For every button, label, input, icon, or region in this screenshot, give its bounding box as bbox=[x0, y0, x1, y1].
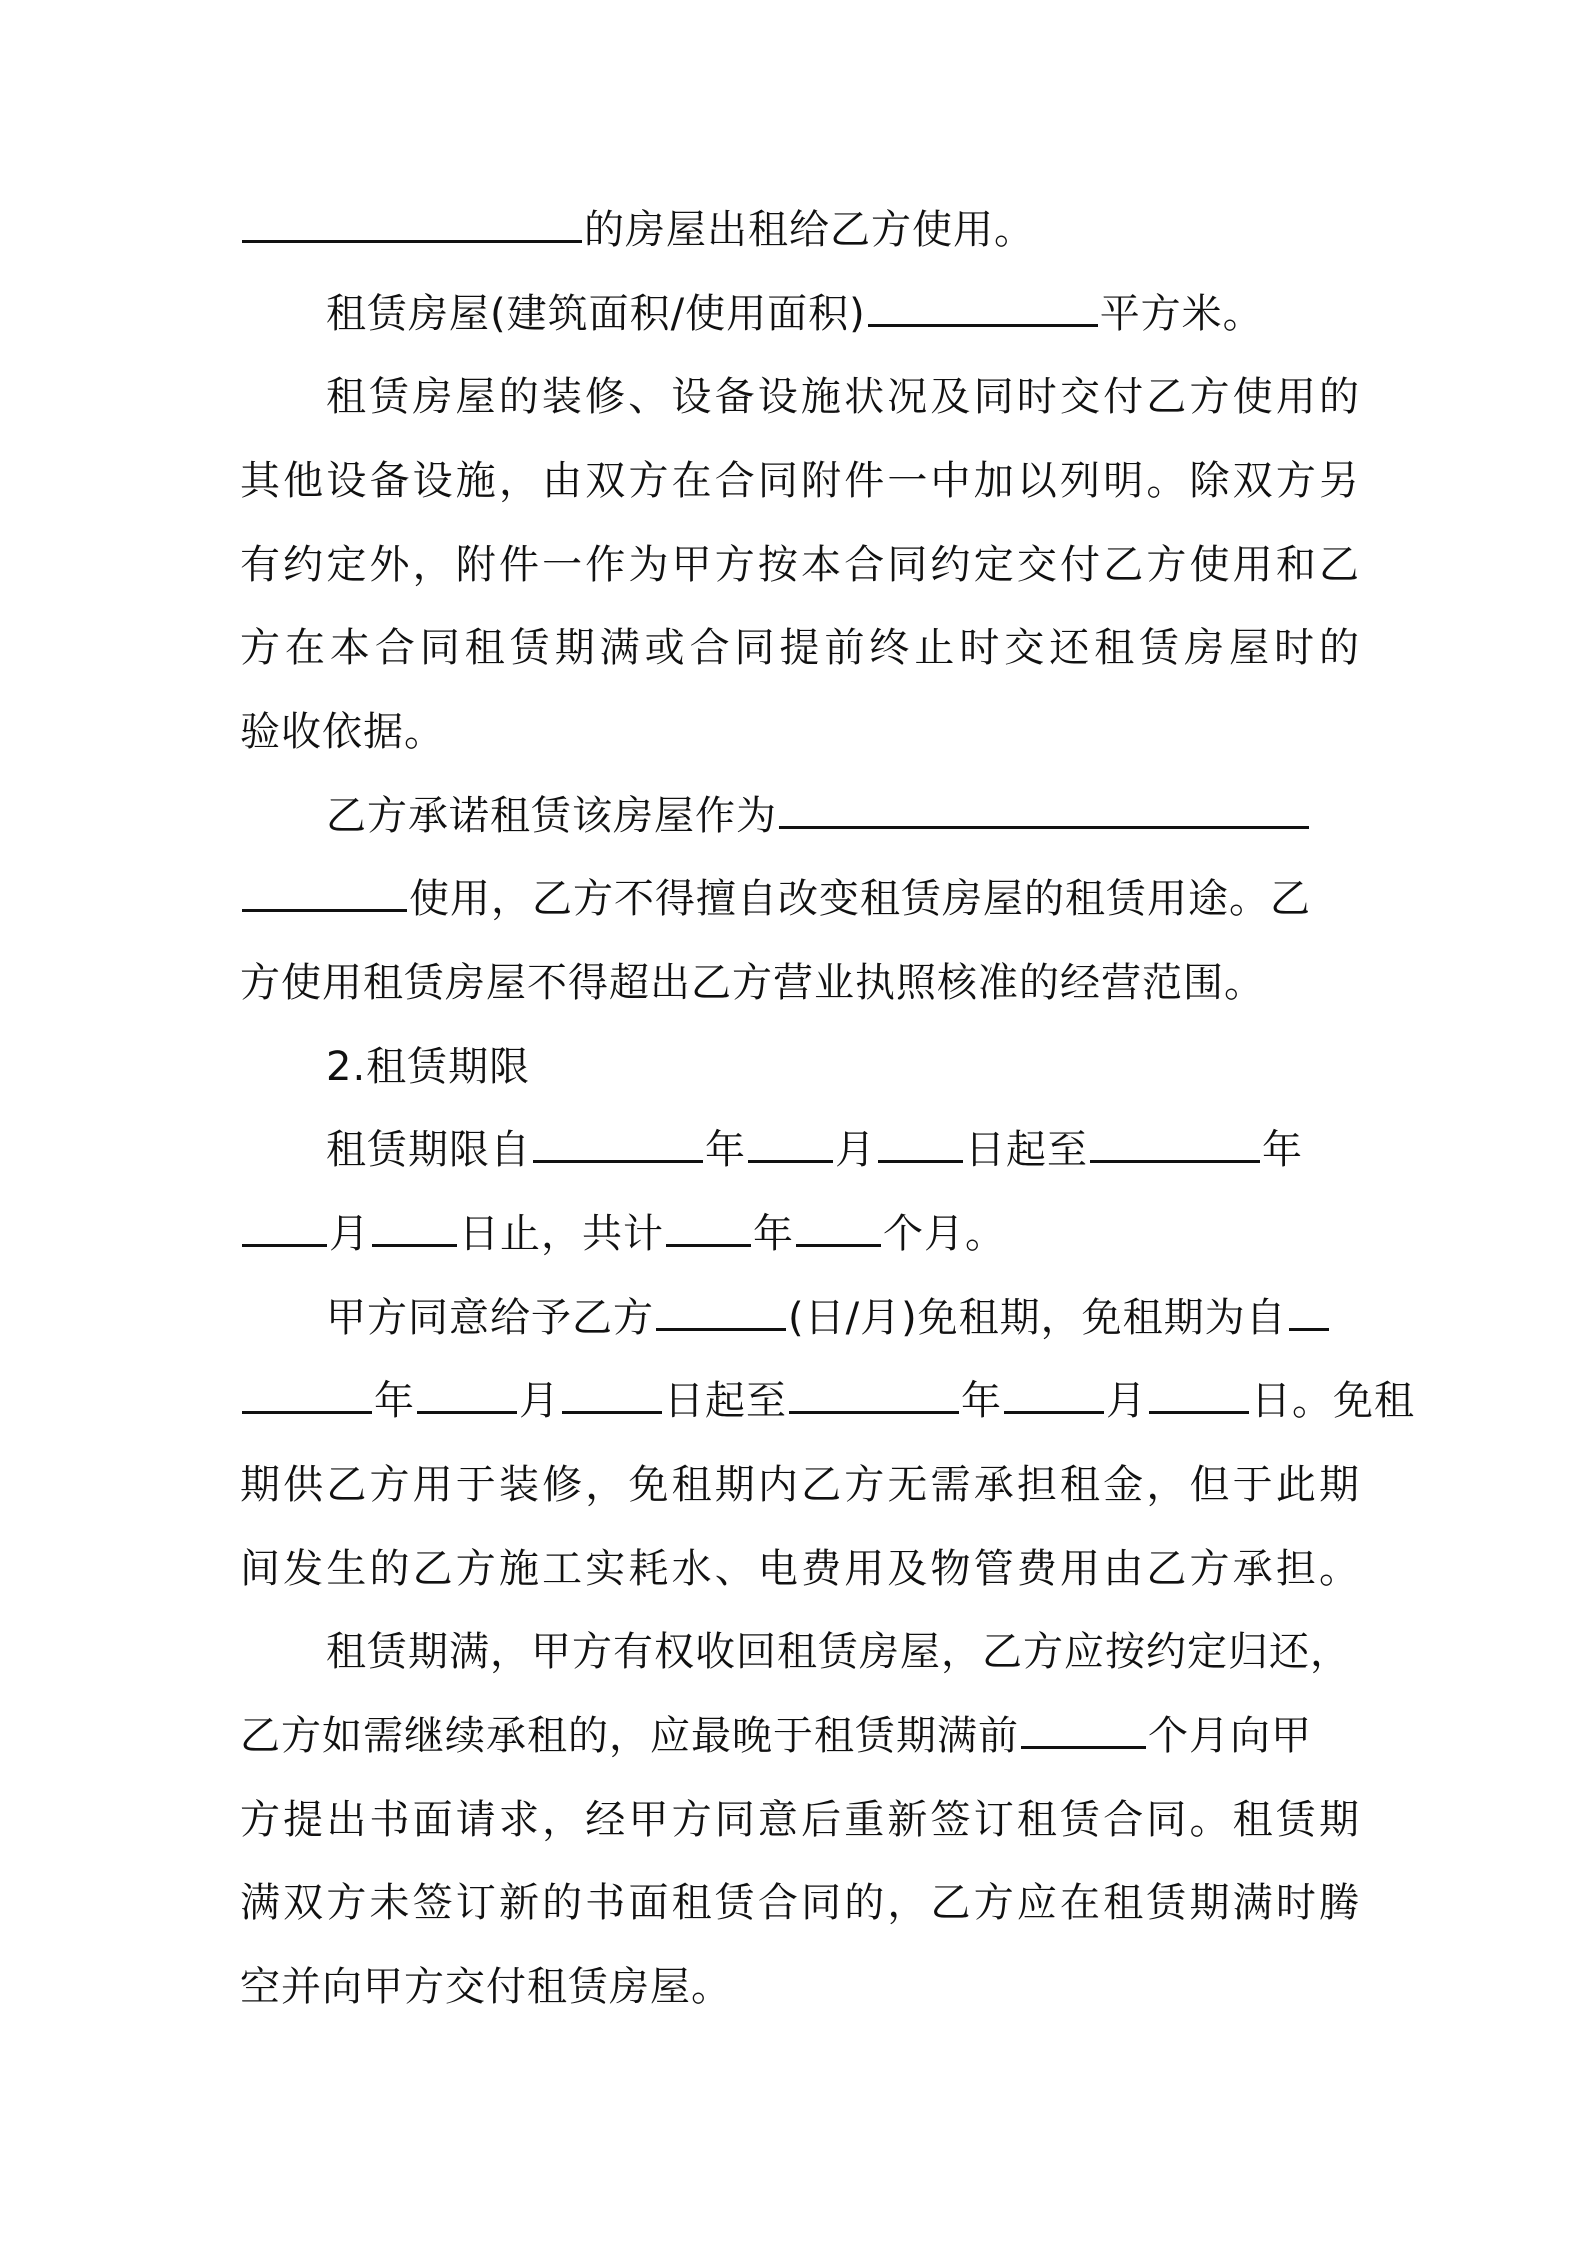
text-line bbox=[240, 1443, 1360, 1527]
fill-in-blank[interactable] bbox=[417, 1411, 517, 1414]
text-segment: 年 bbox=[374, 1378, 415, 1424]
text-segment: 的房屋出租给乙方使用。 bbox=[584, 207, 1035, 253]
text-line bbox=[326, 1276, 1360, 1360]
text-segment: (日/月)免租期，免租期为自 bbox=[788, 1295, 1287, 1341]
text-segment: 日起至 bbox=[664, 1378, 787, 1424]
text-line bbox=[240, 188, 1360, 272]
text-segment: 乙方如需继续承租的，应最晚于租赁期满前 bbox=[240, 1713, 1019, 1759]
text-line bbox=[326, 272, 1360, 356]
text-line bbox=[240, 1778, 1360, 1862]
fill-in-blank[interactable] bbox=[1149, 1411, 1249, 1414]
fill-in-blank[interactable] bbox=[666, 1244, 751, 1247]
text-line bbox=[240, 1527, 1360, 1611]
text-line bbox=[326, 774, 1360, 858]
fill-in-blank[interactable] bbox=[868, 324, 1098, 327]
fill-in-blank[interactable] bbox=[656, 1328, 786, 1331]
text-line bbox=[240, 1359, 1415, 1443]
text-segment: 甲方同意给予乙方 bbox=[326, 1295, 654, 1341]
text-line bbox=[240, 606, 1360, 690]
text-line bbox=[240, 439, 1360, 523]
text-segment: 乙方承诺租赁该房屋作为 bbox=[326, 793, 777, 839]
fill-in-blank[interactable] bbox=[533, 1160, 703, 1163]
text-segment: 2.租赁期限 bbox=[326, 1044, 531, 1090]
text-segment: 月 bbox=[519, 1378, 560, 1424]
text-line bbox=[240, 1861, 1360, 1945]
text-segment: 日起至 bbox=[965, 1127, 1088, 1173]
text-segment: 方提出书面请求，经甲方同意后重新签订租赁合同。租赁期 bbox=[240, 1797, 1360, 1843]
text-segment: 使用，乙方不得擅自改变租赁房屋的租赁用途。乙 bbox=[409, 876, 1311, 922]
fill-in-blank[interactable] bbox=[242, 1244, 327, 1247]
fill-in-blank[interactable] bbox=[1289, 1328, 1329, 1331]
text-segment: 日。免租 bbox=[1251, 1378, 1415, 1424]
text-segment: 个月向甲 bbox=[1148, 1713, 1312, 1759]
text-segment: 月 bbox=[329, 1211, 370, 1257]
text-segment: 日止，共计 bbox=[459, 1211, 664, 1257]
fill-in-blank[interactable] bbox=[242, 1411, 372, 1414]
text-line bbox=[326, 355, 1360, 439]
text-segment: 验收依据。 bbox=[240, 709, 445, 755]
text-segment: 租赁房屋的装修、设备设施状况及同时交付乙方使用的 bbox=[326, 374, 1360, 420]
text-segment: 月 bbox=[1106, 1378, 1147, 1424]
fill-in-blank[interactable] bbox=[1090, 1160, 1260, 1163]
text-segment: 租赁房屋(建筑面积/使用面积) bbox=[326, 291, 866, 337]
fill-in-blank[interactable] bbox=[1004, 1411, 1104, 1414]
text-segment: 期供乙方用于装修，免租期内乙方无需承担租金，但于此期 bbox=[240, 1462, 1360, 1508]
text-segment: 月 bbox=[835, 1127, 876, 1173]
text-line bbox=[240, 1694, 1360, 1778]
text-line bbox=[240, 1192, 1360, 1276]
text-line bbox=[240, 857, 1360, 941]
text-segment: 方在本合同租赁期满或合同提前终止时交还租赁房屋时的 bbox=[240, 625, 1360, 671]
text-line bbox=[240, 1945, 1360, 2029]
section-heading bbox=[326, 1025, 1360, 1109]
text-segment: 年 bbox=[705, 1127, 746, 1173]
text-segment: 平方米。 bbox=[1099, 291, 1264, 337]
text-segment: 年 bbox=[753, 1211, 794, 1257]
fill-in-blank[interactable] bbox=[748, 1160, 833, 1163]
text-segment: 空并向甲方交付租赁房屋。 bbox=[240, 1964, 732, 2010]
text-segment: 年 bbox=[1262, 1127, 1303, 1173]
fill-in-blank[interactable] bbox=[779, 826, 1309, 829]
text-segment: 年 bbox=[961, 1378, 1002, 1424]
fill-in-blank[interactable] bbox=[242, 240, 582, 243]
fill-in-blank[interactable] bbox=[562, 1411, 662, 1414]
text-line bbox=[240, 941, 1360, 1025]
fill-in-blank[interactable] bbox=[372, 1244, 457, 1247]
text-line bbox=[326, 1610, 1360, 1694]
fill-in-blank[interactable] bbox=[878, 1160, 963, 1163]
fill-in-blank[interactable] bbox=[242, 909, 407, 912]
text-segment: 间发生的乙方施工实耗水、电费用及物管费用由乙方承担。 bbox=[240, 1546, 1360, 1592]
fill-in-blank[interactable] bbox=[796, 1244, 881, 1247]
fill-in-blank[interactable] bbox=[1021, 1746, 1146, 1749]
text-segment: 满双方未签订新的书面租赁合同的，乙方应在租赁期满时腾 bbox=[240, 1880, 1360, 1926]
text-line bbox=[240, 523, 1360, 607]
text-segment: 方使用租赁房屋不得超出乙方营业执照核准的经营范围。 bbox=[240, 960, 1265, 1006]
text-line bbox=[326, 1108, 1360, 1192]
text-segment: 租赁期限自 bbox=[326, 1127, 531, 1173]
text-segment: 租赁期满，甲方有权收回租赁房屋，乙方应按约定归还， bbox=[326, 1629, 1351, 1675]
text-segment: 有约定外，附件一作为甲方按本合同约定交付乙方使用和乙 bbox=[240, 542, 1360, 588]
fill-in-blank[interactable] bbox=[789, 1411, 959, 1414]
text-segment: 其他设备设施，由双方在合同附件一中加以列明。除双方另 bbox=[240, 458, 1360, 504]
text-line bbox=[240, 690, 1360, 774]
text-segment: 个月。 bbox=[883, 1211, 1006, 1257]
